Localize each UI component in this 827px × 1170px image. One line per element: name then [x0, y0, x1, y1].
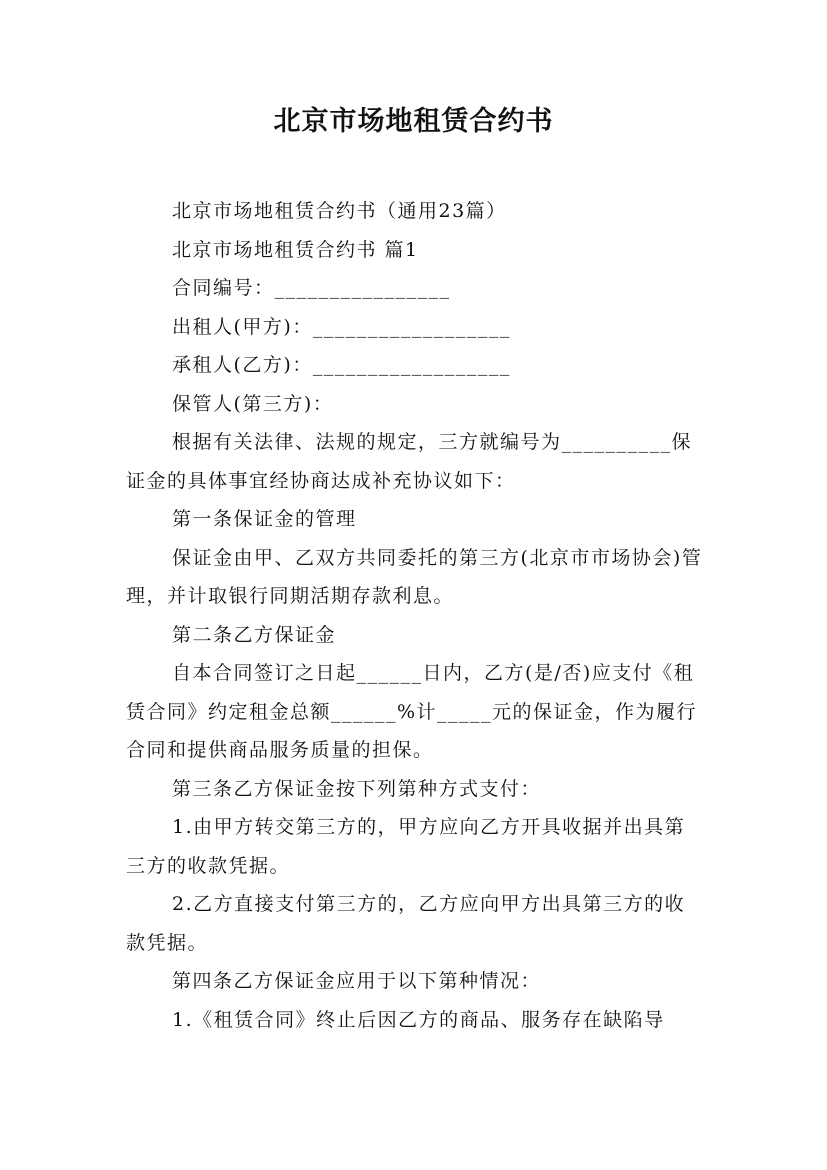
- paragraph-section-heading: 北京市场地租赁合约书 篇1: [172, 238, 419, 261]
- paragraph-article-2-body: 自本合同签订之日起______日内，乙方(是/否)应支付《租赁合同》约定租金总额______%计_____元的保证金，作为履行合同和提供商品服务质量的担保。: [126, 662, 698, 761]
- paragraph-article-2-heading: 第二条乙方保证金: [172, 623, 337, 646]
- paragraph-article-3-item-2: 2.乙方直接支付第三方的，乙方应向甲方出具第三方的收款凭据。: [126, 893, 686, 954]
- paragraph-custodian: 保管人(第三方)：: [172, 392, 334, 415]
- paragraph-preamble: 根据有关法律、法规的规定，三方就编号为__________保证金的具体事宜经协商达成补充协议如下：: [126, 431, 693, 492]
- paragraph-article-3-heading: 第三条乙方保证金按下列第种方式支付：: [172, 777, 542, 800]
- paragraph-lessor: 出租人(甲方)：__________________: [172, 315, 511, 338]
- paragraph-article-1-heading: 第一条保证金的管理: [172, 508, 357, 530]
- document-title: 北京市场地租赁合约书: [273, 106, 554, 137]
- paragraph-article-3-item-1: 1.由甲方转交第三方的，甲方应向乙方开具收据并出具第三方的收款凭据。: [126, 816, 686, 877]
- paragraph-article-1-body: 保证金由甲、乙双方共同委托的第三方(北京市市场协会)管理，并计取银行同期活期存款利息。: [126, 546, 703, 607]
- paragraph-subtitle: 北京市场地租赁合约书（通用23篇）: [172, 200, 507, 222]
- paragraph-contract-number: 合同编号：________________: [172, 277, 451, 299]
- document-body: [126, 192, 704, 1039]
- paragraph-article-4-heading: 第四条乙方保证金应用于以下第种情况：: [172, 970, 542, 992]
- paragraph-lessee: 承租人(乙方)：__________________: [172, 354, 511, 376]
- paragraph-article-4-item-1: 1.《租赁合同》终止后因乙方的商品、服务存在缺陷导: [172, 1008, 665, 1031]
